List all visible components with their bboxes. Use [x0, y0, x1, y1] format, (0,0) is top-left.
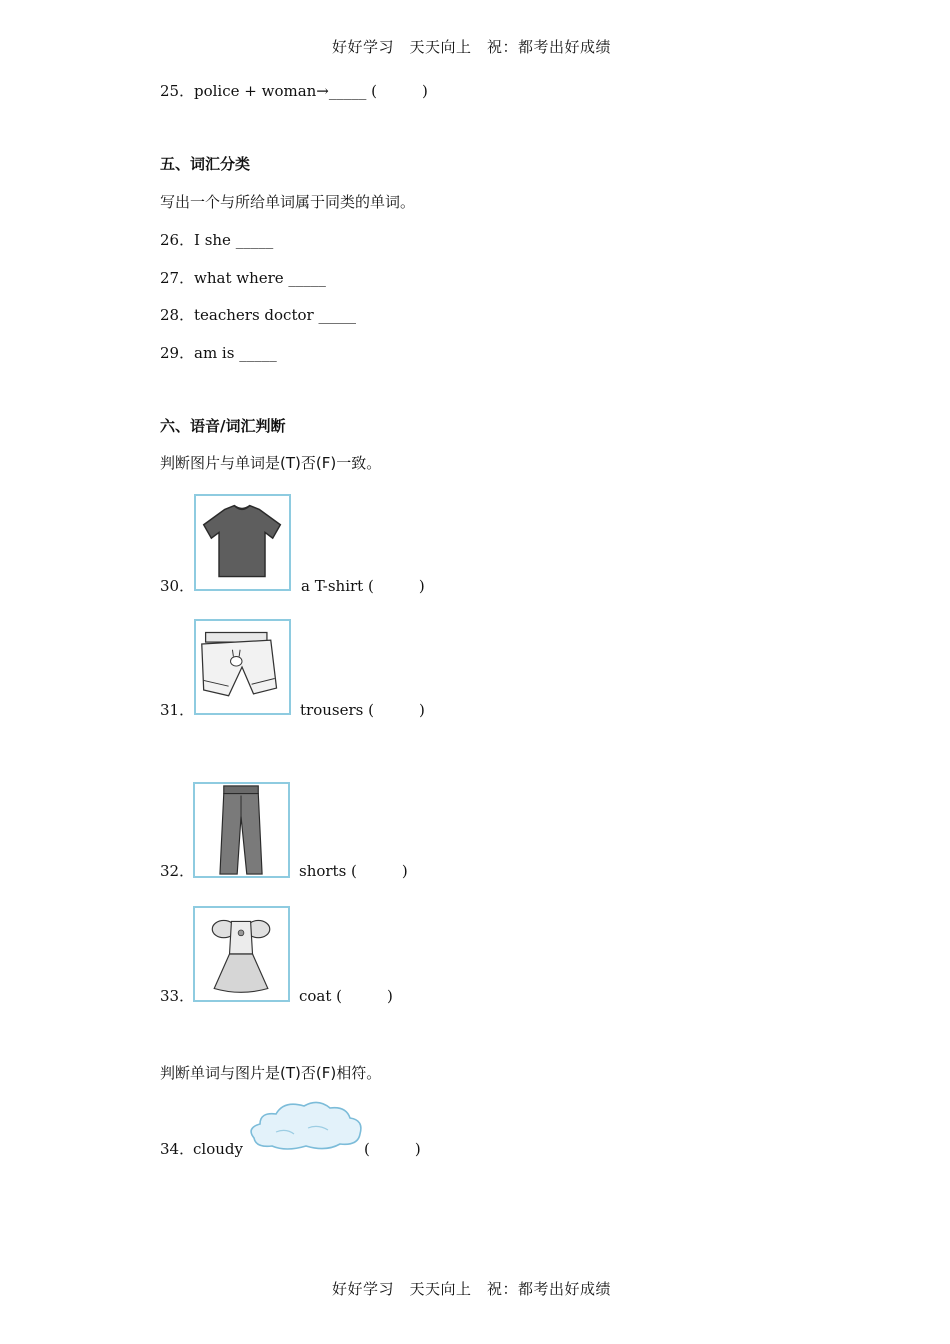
tshirt-icon: [194, 494, 291, 591]
question-28: [160, 308, 356, 323]
question-29: [160, 346, 277, 361]
question-34-word: cloudy: [193, 1140, 243, 1158]
question-number: 26．: [160, 231, 195, 249]
section-title-vocab-classify: 五、词汇分类: [160, 155, 251, 173]
question-31-number: 31．: [160, 701, 195, 719]
dress-icon: [193, 906, 290, 1002]
question-number: 25．: [160, 82, 195, 100]
section-title-phonics-judge: 六、语音/词汇判断: [160, 417, 286, 435]
question-31-text: trousers ( ): [300, 701, 425, 719]
question-32-number: 32．: [160, 862, 195, 880]
cloud-icon: [246, 1098, 366, 1154]
question-number: 28．: [160, 306, 195, 324]
page-header: 好好学习 天天向上 祝：都考出好成绩: [332, 38, 612, 56]
question-text: I she _____: [194, 231, 274, 249]
question-27: [160, 271, 326, 286]
section-instruction: 写出一个与所给单词属于同类的单词。: [160, 193, 416, 211]
question-33-number: 33．: [160, 987, 195, 1005]
section-instruction-2: 判断单词与图片是(T)否(F)相符。: [160, 1064, 382, 1082]
question-30-number: 30．: [160, 577, 195, 595]
question-34-number: 34．: [160, 1140, 195, 1158]
question-number: 29．: [160, 344, 195, 362]
question-text: police + woman→_____ ( ): [194, 82, 428, 100]
question-30-text: a T-shirt ( ): [301, 577, 425, 595]
section-instruction: 判断图片与单词是(T)否(F)一致。: [160, 454, 382, 472]
trousers-icon: [193, 782, 290, 878]
question-number: 27．: [160, 269, 195, 287]
page-footer: 好好学习 天天向上 祝：都考出好成绩: [332, 1280, 612, 1298]
question-33-text: coat ( ): [299, 987, 393, 1005]
question-34-blank: ( ): [364, 1140, 421, 1158]
question-32-text: shorts ( ): [299, 862, 408, 880]
question-26: [160, 233, 273, 248]
question-text: what where _____: [194, 269, 326, 287]
question-text: am is _____: [194, 344, 277, 362]
shorts-icon: [194, 619, 291, 715]
question-25: [160, 84, 428, 99]
question-text: teachers doctor _____: [194, 306, 356, 324]
